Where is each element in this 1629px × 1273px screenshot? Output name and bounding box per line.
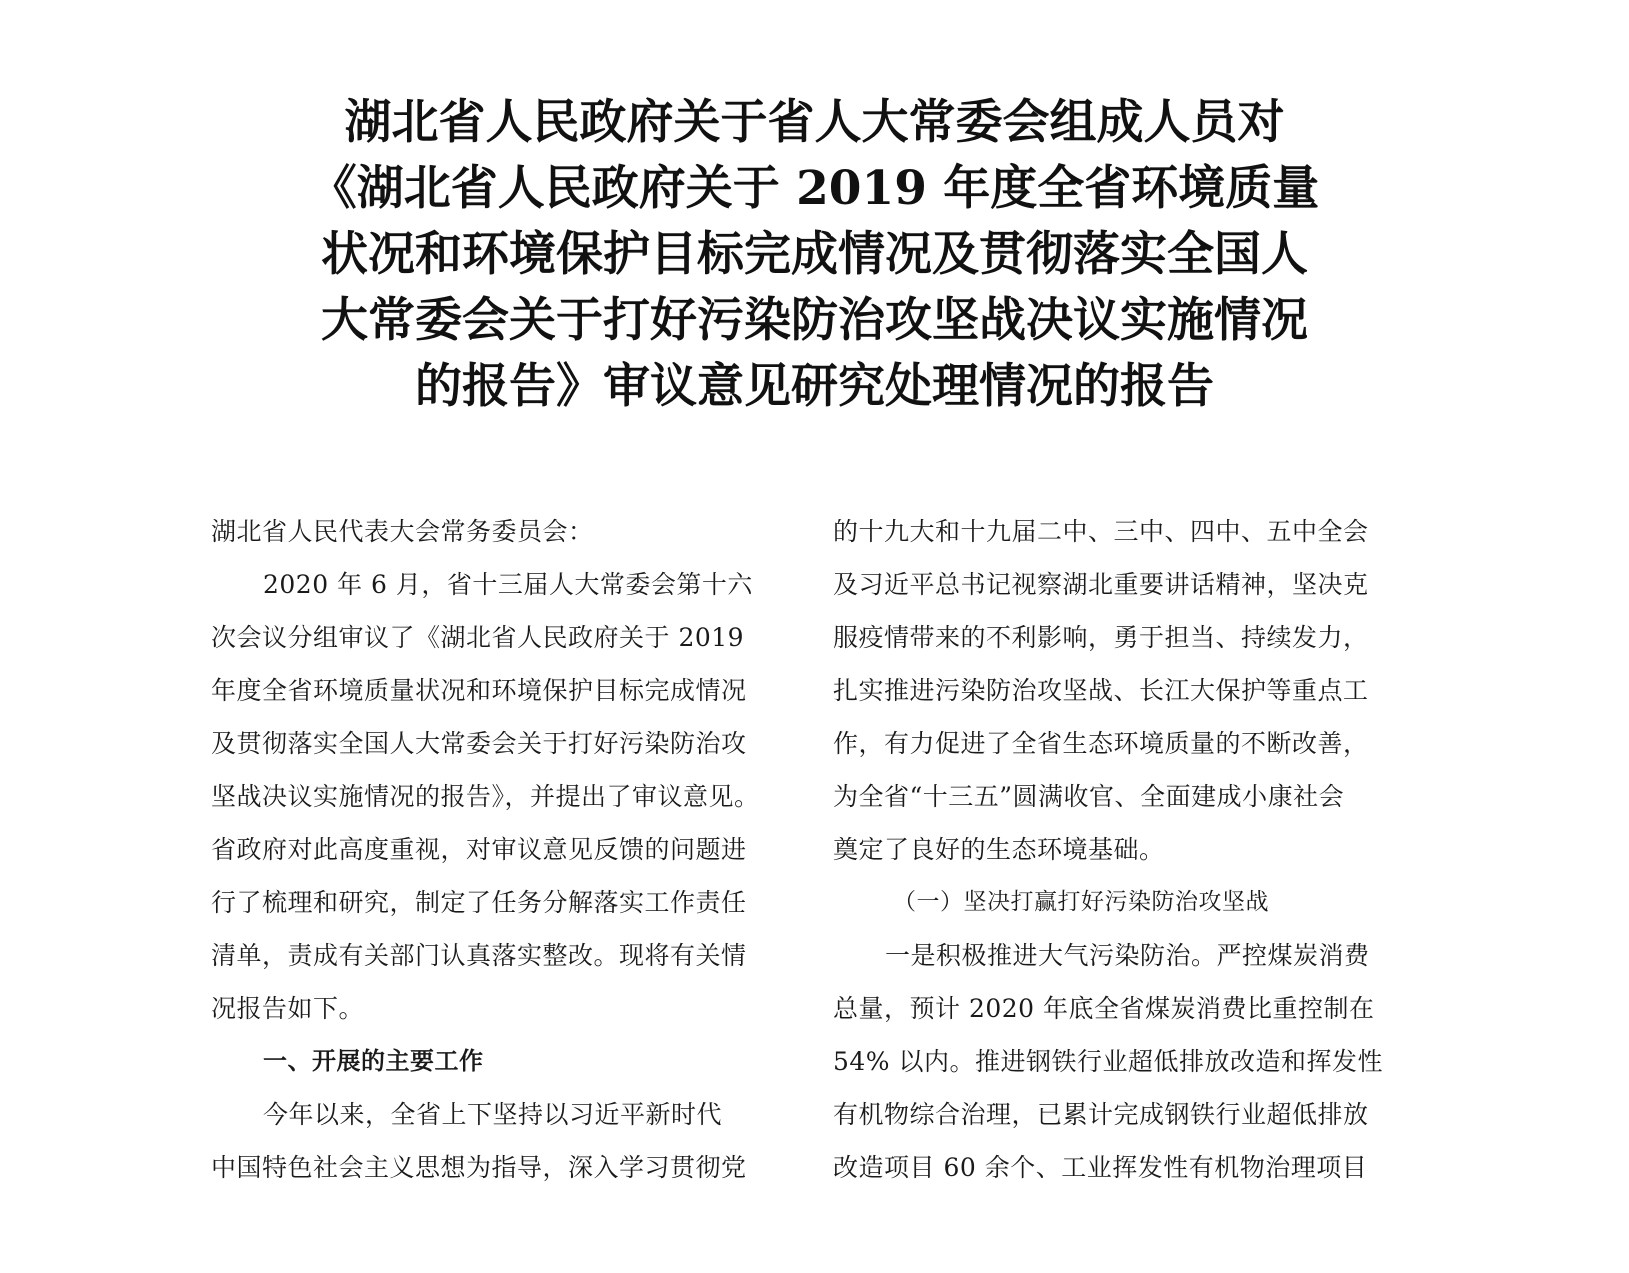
paragraph-line: 服疫情带来的不利影响，勇于担当、持续发力， — [833, 623, 1369, 652]
paragraph-line: 有机物综合治理，已累计完成钢铁行业超低排放 — [833, 1100, 1369, 1129]
paragraph-line: 作，有力促进了全省生态环境质量的不断改善， — [833, 729, 1369, 758]
paragraph-line: 54% 以内。推进钢铁行业超低排放改造和挥发性 — [833, 1047, 1384, 1076]
subsection-heading: （一）坚决打赢打好污染防治攻坚战 — [893, 889, 1269, 915]
salutation: 湖北省人民代表大会常务委员会： — [211, 517, 594, 546]
paragraph-line: 的十九大和十九届二中、三中、四中、五中全会 — [833, 517, 1369, 546]
right-column — [833, 505, 1393, 1194]
paragraph-line: 奠定了良好的生态环境基础。 — [833, 835, 1165, 864]
document-title — [200, 90, 1429, 420]
paragraph-line: 及贯彻落实全国人大常委会关于打好污染防治攻 — [211, 729, 747, 758]
paragraph-line: 坚战决议实施情况的报告》，并提出了审议意见。 — [211, 782, 760, 811]
title-line: 状况和环境保护目标完成情况及贯彻落实全国人 — [321, 227, 1308, 282]
title-line: 湖北省人民政府关于省人大常委会组成人员对 — [344, 95, 1285, 150]
section-heading: 一、开展的主要工作 — [263, 1047, 484, 1075]
left-column — [211, 505, 771, 1194]
paragraph-line: 省政府对此高度重视，对审议意见反馈的问题进 — [211, 835, 747, 864]
paragraph-line: 扎实推进污染防治攻坚战、长江大保护等重点工 — [833, 676, 1369, 705]
title-line: 《湖北省人民政府关于 2019 年度全省环境质量 — [309, 161, 1320, 216]
paragraph-line: 中国特色社会主义思想为指导，深入学习贯彻党 — [211, 1153, 747, 1182]
paragraph-line: 况报告如下。 — [211, 994, 365, 1023]
paragraph-line: 一是积极推进大气污染防治。严控煤炭消费 — [885, 941, 1370, 970]
paragraph-line: 年度全省环境质量状况和环境保护目标完成情况 — [211, 676, 747, 705]
paragraph-line: 总量，预计 2020 年底全省煤炭消费比重控制在 — [833, 994, 1375, 1023]
paragraph-line: 今年以来，全省上下坚持以习近平新时代 — [263, 1100, 723, 1129]
paragraph-line: 及习近平总书记视察湖北重要讲话精神，坚决克 — [833, 570, 1369, 599]
paragraph-line: 次会议分组审议了《湖北省人民政府关于 2019 — [211, 623, 745, 652]
title-line: 大常委会关于打好污染防治攻坚战决议实施情况 — [321, 293, 1308, 348]
paragraph-line: 2020 年 6 月，省十三届人大常委会第十六 — [263, 570, 753, 599]
paragraph-line: 行了梳理和研究，制定了任务分解落实工作责任 — [211, 888, 747, 917]
paragraph-line: 改造项目 60 余个、工业挥发性有机物治理项目 — [833, 1153, 1368, 1182]
paragraph-line: 清单，责成有关部门认真落实整改。现将有关情 — [211, 941, 747, 970]
paragraph-line: 为全省“十三五”圆满收官、全面建成小康社会 — [833, 782, 1345, 811]
title-line: 的报告》审议意见研究处理情况的报告 — [415, 359, 1214, 414]
